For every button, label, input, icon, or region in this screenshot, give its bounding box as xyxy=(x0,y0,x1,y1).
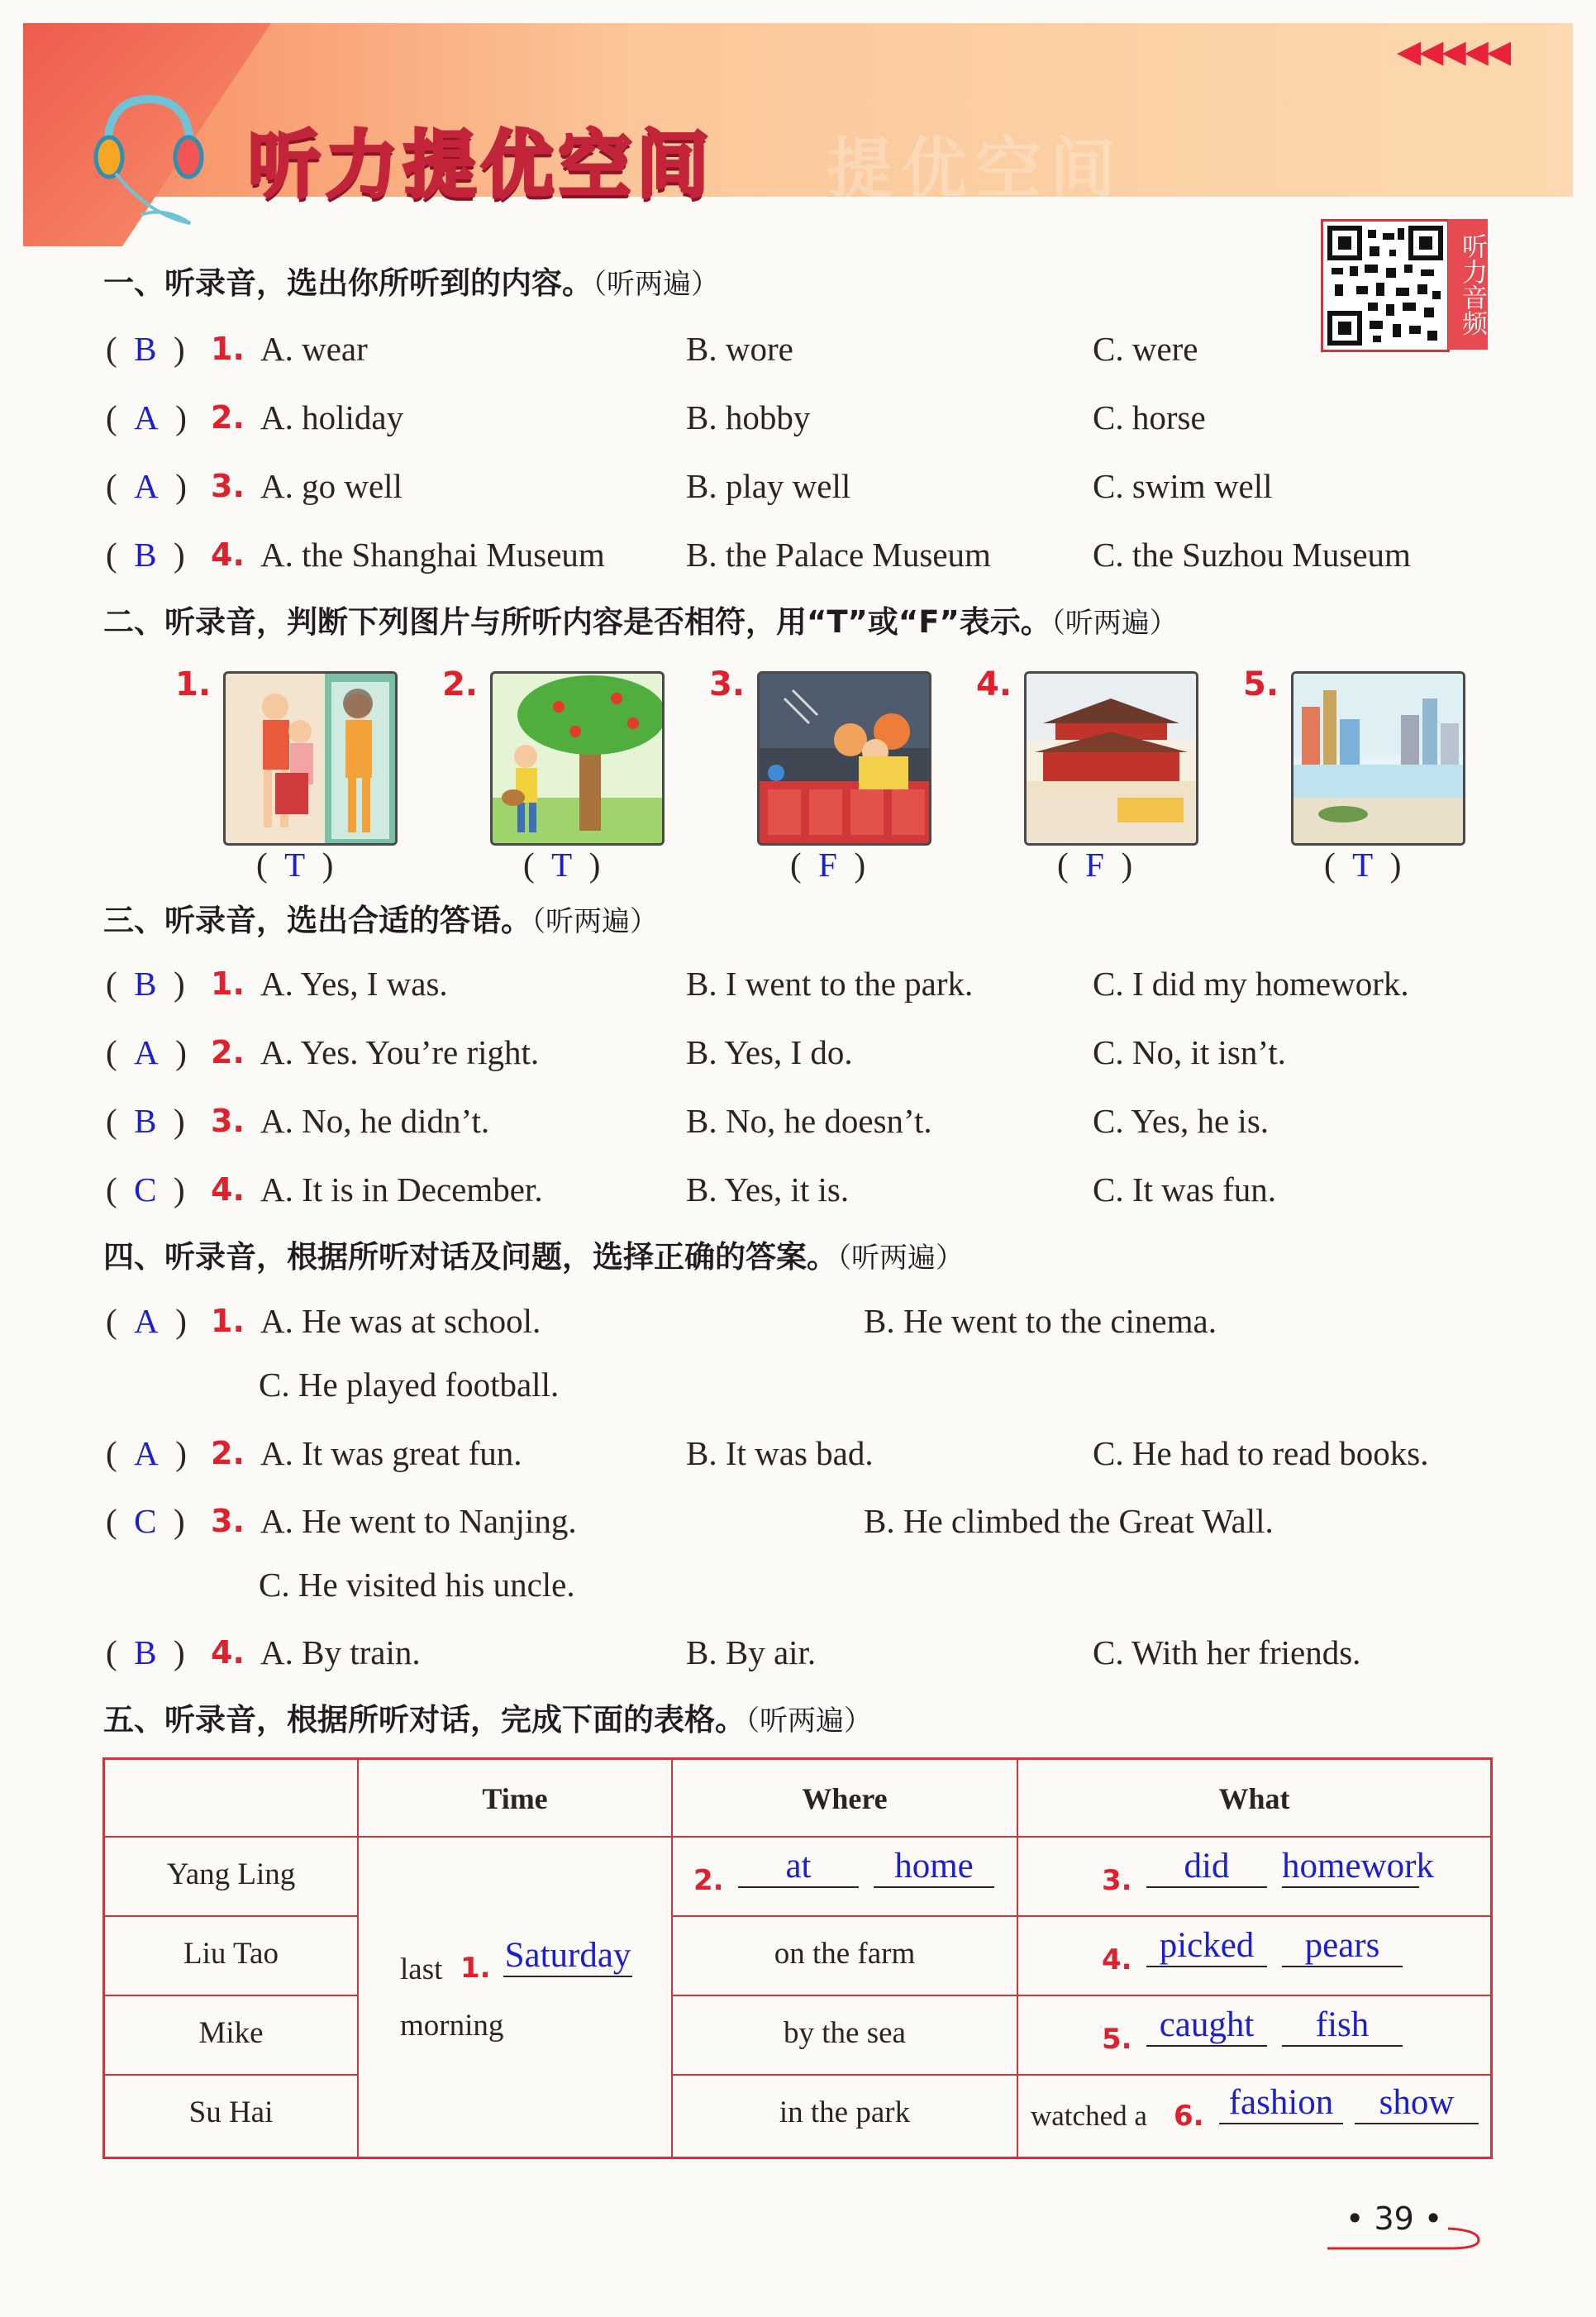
paren-close: ) xyxy=(854,846,866,884)
option-b: B. play well xyxy=(686,467,851,505)
section-title-text: 三、听录音，选出合适的答语。 xyxy=(103,903,531,938)
paren-open: ( xyxy=(106,1633,117,1671)
paren-open: ( xyxy=(106,1434,117,1472)
answer-letter: A xyxy=(134,1302,159,1340)
page-title: 听力提优空间 xyxy=(248,122,715,207)
answer-letter: C xyxy=(134,1502,157,1540)
paren-close: ) xyxy=(174,1170,185,1209)
header-what: What xyxy=(1218,1782,1290,1815)
option-b: B. By air. xyxy=(686,1633,817,1671)
answer-table xyxy=(102,1757,1493,2159)
paren-close: ) xyxy=(175,1302,187,1340)
option-a: A. No, he didn’t. xyxy=(260,1102,490,1140)
answer-bracket xyxy=(106,1633,185,1672)
picture-1 xyxy=(223,671,398,846)
picture-answer xyxy=(523,845,600,884)
option-a: A. It is in December. xyxy=(260,1170,543,1209)
answer-letter: A xyxy=(134,1033,159,1071)
answer-letter: A xyxy=(134,398,159,436)
option-b: B. Yes, I do. xyxy=(686,1033,853,1071)
paren-close: ) xyxy=(588,846,601,884)
name-cell: Su Hai xyxy=(188,2095,274,2129)
section-note: （听两遍） xyxy=(593,268,719,301)
option-c: C. He played football. xyxy=(259,1366,560,1404)
paren-close: ) xyxy=(174,965,185,1003)
where-cell: in the park xyxy=(779,2095,911,2129)
question-number: 4. xyxy=(211,536,245,573)
what-blank: fashion xyxy=(1219,2082,1343,2124)
option-a: A. It was great fun. xyxy=(260,1434,522,1472)
table-line xyxy=(105,1995,359,1996)
paren-open: ( xyxy=(106,1102,117,1140)
section-2-title xyxy=(103,597,1178,641)
picture-number: 4. xyxy=(976,665,1012,703)
paren-close: ) xyxy=(174,1633,185,1671)
answer-letter: B xyxy=(134,330,157,368)
paren-open: ( xyxy=(1057,846,1069,884)
time-suffix: morning xyxy=(400,2009,504,2043)
section-4-title xyxy=(103,1232,964,1276)
answer-letter: F xyxy=(1085,846,1104,884)
option-b: B. I went to the park. xyxy=(686,965,974,1003)
option-c: C. Yes, he is. xyxy=(1093,1102,1270,1140)
answer-bracket xyxy=(106,1101,185,1141)
picture-answer xyxy=(256,845,333,884)
table-line xyxy=(105,1915,359,1917)
table-line xyxy=(105,1836,1490,1838)
answer-bracket xyxy=(106,1433,187,1473)
question-number: 3. xyxy=(211,1103,245,1139)
answer-letter: B xyxy=(134,1102,157,1140)
answer-bracket xyxy=(106,1032,187,1072)
headphones-icon xyxy=(91,91,207,231)
header-where: Where xyxy=(802,1782,888,1815)
paren-close: ) xyxy=(174,1502,185,1540)
paren-close: ) xyxy=(175,1434,187,1472)
picture-4 xyxy=(1024,671,1198,846)
page-number-decoration-icon xyxy=(1326,2220,1483,2253)
option-b: B. No, he doesn’t. xyxy=(686,1102,932,1140)
question-number: 2. xyxy=(211,1034,245,1070)
qr-code-icon xyxy=(1321,219,1450,352)
answer-letter: T xyxy=(284,846,306,884)
kids-door-illustration xyxy=(226,674,395,843)
paren-close: ) xyxy=(1121,846,1133,884)
picture-answer xyxy=(1057,845,1132,884)
blank-number: 1. xyxy=(460,1952,491,1985)
option-a: A. the Shanghai Museum xyxy=(260,536,605,574)
blank-number: 2. xyxy=(693,1864,724,1897)
what-blank: show xyxy=(1355,2082,1479,2124)
what-blank: caught xyxy=(1146,2005,1267,2047)
option-c: C. horse xyxy=(1093,398,1206,436)
paren-close: ) xyxy=(174,536,185,574)
blank-number: 6. xyxy=(1174,2100,1204,2133)
paren-open: ( xyxy=(106,1170,117,1209)
blank-number: 3. xyxy=(1102,1864,1132,1897)
what-blank: fish xyxy=(1282,2005,1403,2047)
where-blank: home xyxy=(874,1846,994,1888)
option-b: B. It was bad. xyxy=(686,1434,874,1472)
paren-open: ( xyxy=(256,846,268,884)
question-number: 4. xyxy=(211,1171,245,1208)
question-number: 1. xyxy=(211,965,245,1002)
picture-answer xyxy=(790,845,865,884)
banner-ghost-text: 提优空间 xyxy=(827,131,1124,207)
section-5-title xyxy=(103,1695,872,1739)
apple-tree-illustration xyxy=(493,674,662,843)
answer-letter: B xyxy=(134,1633,157,1671)
section-note: （听两遍） xyxy=(746,1704,872,1738)
picture-number: 1. xyxy=(175,665,212,703)
answer-bracket xyxy=(106,466,187,506)
option-c: C. He visited his uncle. xyxy=(259,1566,575,1604)
paren-open: ( xyxy=(1324,846,1336,884)
where-blank: at xyxy=(738,1846,859,1888)
answer-letter: A xyxy=(134,467,159,505)
option-c: C. were xyxy=(1093,330,1198,368)
what-blank: pears xyxy=(1282,1925,1403,1967)
question-number: 3. xyxy=(211,468,245,504)
name-cell: Mike xyxy=(198,2016,264,2050)
picture-number: 2. xyxy=(442,665,479,703)
blank-number: 4. xyxy=(1102,1943,1132,1976)
city-river-illustration xyxy=(1293,674,1463,843)
paren-close: ) xyxy=(174,330,185,368)
paren-open: ( xyxy=(106,330,117,368)
paren-open: ( xyxy=(106,536,117,574)
picture-2 xyxy=(490,671,665,846)
table-line xyxy=(1017,1760,1018,2157)
option-b: B. He climbed the Great Wall. xyxy=(864,1502,1274,1540)
paren-open: ( xyxy=(106,1502,117,1540)
option-b: B. He went to the cinema. xyxy=(864,1302,1217,1340)
option-c: C. No, it isn’t. xyxy=(1093,1033,1286,1071)
answer-bracket xyxy=(106,1170,185,1209)
what-blank: homework xyxy=(1282,1846,1419,1888)
section-note: （听两遍） xyxy=(531,905,658,938)
section-title-text: 一、听录音，选出你所听到的内容。 xyxy=(103,265,593,301)
picture-3 xyxy=(757,671,931,846)
answer-bracket xyxy=(106,1301,187,1341)
time-prefix: last xyxy=(400,1952,443,1986)
answer-bracket xyxy=(106,329,185,369)
answer-bracket xyxy=(106,1501,185,1541)
qr-audio-label: 听力音频 xyxy=(1448,219,1488,350)
paren-close: ) xyxy=(1389,846,1402,884)
table-line xyxy=(671,1915,1490,1917)
paren-open: ( xyxy=(106,1033,117,1071)
where-cell: by the sea xyxy=(784,2016,906,2050)
option-c: C. With her friends. xyxy=(1093,1633,1361,1671)
header-time: Time xyxy=(482,1782,548,1815)
section-title-text: 五、听录音，根据所听对话，完成下面的表格。 xyxy=(103,1702,746,1738)
section-1-title xyxy=(103,258,719,303)
option-a: A. go well xyxy=(260,467,403,505)
option-b: B. the Palace Museum xyxy=(686,536,991,574)
table-line xyxy=(671,1995,1490,1996)
answer-letter: T xyxy=(551,846,573,884)
answer-letter: C xyxy=(134,1170,157,1209)
question-number: 2. xyxy=(211,399,245,436)
question-number: 1. xyxy=(211,1303,245,1339)
section-title-text: 四、听录音，根据所听对话及问题，选择正确的答案。 xyxy=(103,1239,837,1275)
option-a: A. He went to Nanjing. xyxy=(260,1502,577,1540)
option-c: C. the Suzhou Museum xyxy=(1093,536,1411,574)
paren-open: ( xyxy=(106,965,117,1003)
paren-close: ) xyxy=(175,398,187,436)
arrow-decoration-icon: ◀◀◀◀◀ xyxy=(1397,33,1510,69)
question-number: 1. xyxy=(211,331,245,367)
answer-letter: F xyxy=(818,846,837,884)
where-cell: on the farm xyxy=(774,1937,916,1971)
option-a: A. Yes. You’re right. xyxy=(260,1033,540,1071)
option-a: A. Yes, I was. xyxy=(260,965,448,1003)
answer-letter: T xyxy=(1352,846,1374,884)
option-b: B. hobby xyxy=(686,398,811,436)
picture-number: 3. xyxy=(709,665,746,703)
option-c: C. He had to read books. xyxy=(1093,1434,1429,1472)
name-cell: Yang Ling xyxy=(166,1857,296,1891)
picture-5 xyxy=(1291,671,1465,846)
answer-bracket xyxy=(106,535,185,574)
section-title-text: 二、听录音，判断下列图片与所听内容是否相符，用“T”或“F”表示。 xyxy=(103,604,1051,640)
what-prefix: watched a xyxy=(1031,2100,1147,2132)
section-3-title xyxy=(103,895,658,940)
paren-open: ( xyxy=(106,398,117,436)
paren-open: ( xyxy=(523,846,535,884)
paren-close: ) xyxy=(174,1102,185,1140)
paren-open: ( xyxy=(106,1302,117,1340)
paren-close: ) xyxy=(322,846,334,884)
option-c: C. swim well xyxy=(1093,467,1273,505)
paren-close: ) xyxy=(175,1033,187,1071)
picture-answer xyxy=(1324,845,1401,884)
option-b: B. wore xyxy=(686,330,793,368)
option-a: A. He was at school. xyxy=(260,1302,541,1340)
answer-bracket xyxy=(106,398,187,437)
option-c: C. It was fun. xyxy=(1093,1170,1277,1209)
option-a: A. By train. xyxy=(260,1633,421,1671)
paren-close: ) xyxy=(175,467,187,505)
option-a: A. holiday xyxy=(260,398,404,436)
blank-number: 5. xyxy=(1102,2023,1132,2056)
table-line xyxy=(357,1760,359,2157)
answer-bracket xyxy=(106,964,185,1004)
picture-number: 5. xyxy=(1243,665,1279,703)
table-line xyxy=(105,2074,359,2076)
cinema-illustration xyxy=(760,674,929,843)
time-blank: Saturday xyxy=(503,1935,632,1977)
what-blank: did xyxy=(1146,1846,1267,1888)
question-number: 2. xyxy=(211,1435,245,1471)
question-number: 4. xyxy=(211,1634,245,1671)
option-a: A. wear xyxy=(260,330,368,368)
option-b: B. Yes, it is. xyxy=(686,1170,850,1209)
section-note: （听两遍） xyxy=(837,1242,964,1275)
name-cell: Liu Tao xyxy=(183,1937,279,1971)
answer-letter: A xyxy=(134,1434,159,1472)
section-note: （听两遍） xyxy=(1051,607,1178,640)
page-number: • 39 • xyxy=(1346,2200,1443,2237)
answer-letter: B xyxy=(134,965,157,1003)
palace-illustration xyxy=(1027,674,1196,843)
option-c: C. I did my homework. xyxy=(1093,965,1409,1003)
answer-letter: B xyxy=(134,536,157,574)
question-number: 3. xyxy=(211,1503,245,1539)
table-line xyxy=(671,2074,1490,2076)
paren-open: ( xyxy=(106,467,117,505)
what-blank: picked xyxy=(1146,1925,1267,1967)
paren-open: ( xyxy=(790,846,802,884)
